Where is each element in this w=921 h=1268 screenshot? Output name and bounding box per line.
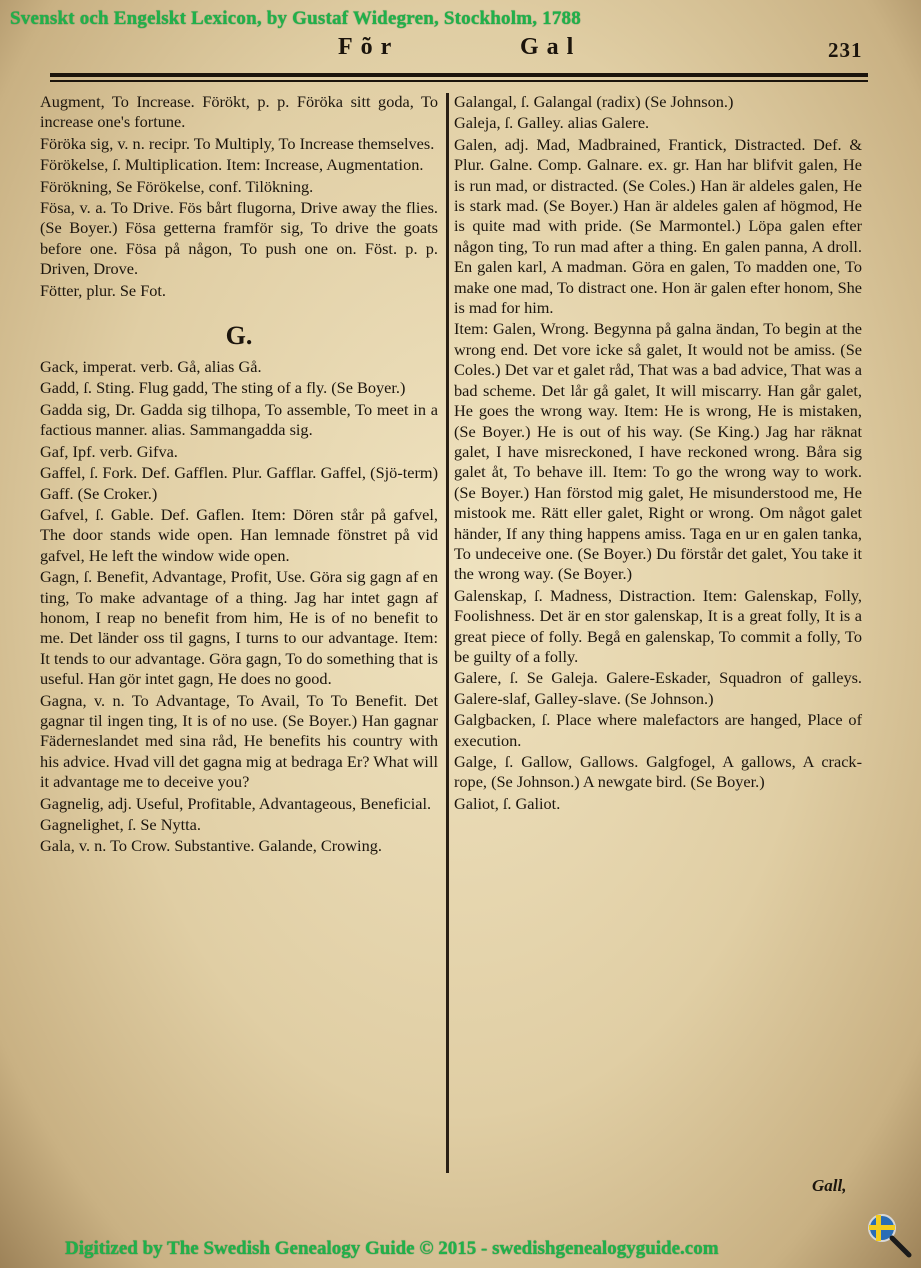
dictionary-entry: Gagn, ſ. Benefit, Advantage, Profit, Use. Göra sig gagn af en ting, To make advantage of a thing. Jag har intet gagn af honom, I reap no benefit from him, He is of no benefit to me. Det länder oss til gagns, I turns to our advantage. Item: It tends to our advantage. Göra gagn, To do something that is useful. Han gör intet gagn, He does no good. [40,567,438,689]
left-g-entries [40,357,438,857]
dictionary-entry: Fötter, plur. Se Fot. [40,280,166,300]
dictionary-entry: Gafvel, ſ. Gable. Def. Gaflen. Item: Dören står på gafvel, The door stands wide open. Han lemnade fönstret på vid gafvel, He left the window wide open. [40,504,438,565]
left-entries [40,92,438,301]
dictionary-entry: Augment, To Increase. Förökt, p. p. Föröka sitt goda, To increase one's fortune. [40,92,438,132]
dictionary-entry: Gadda sig, Dr. Gadda sig tilhopa, To assemble, To meet in a factious manner. alias. Sammangadda sig. [40,399,438,440]
dictionary-entry: Galangal, ſ. Galangal (radix) (Se Johnson.) [454,92,734,111]
dictionary-entry: Galen, adj. Mad, Madbrained, Frantick, Distracted. Def. & Plur. Galne. Comp. Galnare. ex. gr. Han har blifvit galen, He is run mad, or distracted. (Se Coles.) Han är aldeles galen, He is stark mad. (Se Boyer.) Han är aldeles galen af högmod, He is quite mad with pride. (Se Marmontel.) Löpa galen efter någon ting, To run mad after a thing. En galen panna, A droll. En galen karl, A madman. Göra en galen, To madden one, To make one mad, To distract one. Hon är galen efter honom, She is mad for him. [454,134,862,318]
section-letter: G. [225,321,253,351]
dictionary-entry: Galge, ſ. Gallow, Gallows. Galgfogel, A gallows, A crack-rope, (Se Johnson.) A newgate bird. (Se Boyer.) [454,752,862,792]
catchword: Gall, [812,1176,847,1195]
dictionary-entry: Galenskap, ſ. Madness, Distraction. Item: Galenskap, Folly, Foolishness. Det är en stor galenskap, It is a great folly, It is a great piece of folly. Begå en galenskap, To commit a folly, To be guilty of a folly. [454,585,862,666]
digitization-banner: Svenskt och Engelskt Lexicon, by Gustaf Widegren, Stockholm, 1788 [10,8,581,29]
dictionary-entry: Galere, ſ. Se Galeja. Galere-Eskader, Squadron of galleys. Galere-slaf, Galley-slave. (Se Johnson.) [454,668,862,708]
dictionary-entry: Galgbacken, ſ. Place where malefactors are hanged, Place of execution. [454,710,862,750]
dictionary-entry: Gagnelig, adj. Useful, Profitable, Advantageous, Beneficial. [40,793,432,813]
left-column [40,92,438,858]
dictionary-entry: Gagnelighet, ſ. Se Nytta. [40,815,201,834]
running-head-right: Gal [520,34,582,60]
dictionary-entry: Galiot, ſ. Galiot. [454,793,561,813]
dictionary-entry: Förökelse, ſ. Multiplication. Item: Increase, Augmentation. [40,155,424,175]
dictionary-entry: Gaf, Ipf. verb. Gifva. [40,441,178,461]
dictionary-entry: Fösa, v. a. To Drive. Fös bårt flugorna, Drive away the flies. (Se Boyer.) Fösa getterna framför sig, To drive the goats before one. Fösa på någon, To push one on. Föst. p. p. Driven, Drove. [40,198,438,279]
running-head [0,34,921,64]
dictionary-entry: Gala, v. n. To Crow. Substantive. Galande, Crowing. [40,836,382,856]
dictionary-entry: Föröka sig, v. n. recipr. To Multiply, To Increase themselves. [40,133,435,153]
magnifier-flag-icon [866,1212,914,1260]
header-rule-thick [50,73,868,77]
dictionary-entry: Galeja, ſ. Galley. alias Galere. [454,113,650,133]
dictionary-entry: Gadd, ſ. Sting. Flug gadd, The sting of a fly. (Se Boyer.) [40,378,406,398]
page-number: 231 [828,38,863,62]
digitization-footer: Digitized by The Swedish Genealogy Guide © 2015 - swedishgenealogyguide.com [65,1238,719,1259]
right-entries [454,92,862,814]
dictionary-entry: Gack, imperat. verb. Gå, alias Gå. [40,357,262,377]
right-column [454,92,862,815]
header-rule-thin [50,80,868,82]
dictionary-entry: Item: Galen, Wrong. Begynna på galna ändan, To begin at the wrong end. Det vore icke så galet, It would not be amiss. (Se Coles.) Det var et galet råd, That was a bad advice, That was a bad scheme. Det lår gå galet, It will miscarry. Han går galet, He goes the wrong way. Item: He is wrong, He is mistaken, (Se Boyer.) He is out of his way. (Se King.) Jag har räknat galet, I have misreckoned, I have reckoned wrong. Båra sig galet åt, To behave ill. Item: To go the wrong way to work. (Se Boyer.) Han förstod mig galet, He misunderstood me, He mistook me. Rätt eller galet, Right or wrong. Om något galet händer, If any thing happens amiss. Taga en ur en galen tanka, To undeceive one. (Se Boyer.) Du förstår det galet, You take it the wrong way. (Se Boyer.) [454,319,862,584]
dictionary-entry: Gagna, v. n. To Advantage, To Avail, To To Benefit. Det gagnar til ingen ting, It is of no use. (Se Boyer.) Han gagnar Fäderneslandet med sina råd, He benefits his country with his advice. Hvad vill det gagna mig at bedraga Er? What will it advantage me to deceive you? [40,690,438,792]
column-divider [446,93,449,1173]
running-head-left: Fõr [338,34,400,60]
dictionary-entry: Gaffel, ſ. Fork. Def. Gafflen. Plur. Gafflar. Gaffel, (Sjö-term) Gaff. (Se Croker.) [40,463,438,503]
dictionary-entry: Förökning, Se Förökelse, conf. Tilökning. [40,176,314,196]
